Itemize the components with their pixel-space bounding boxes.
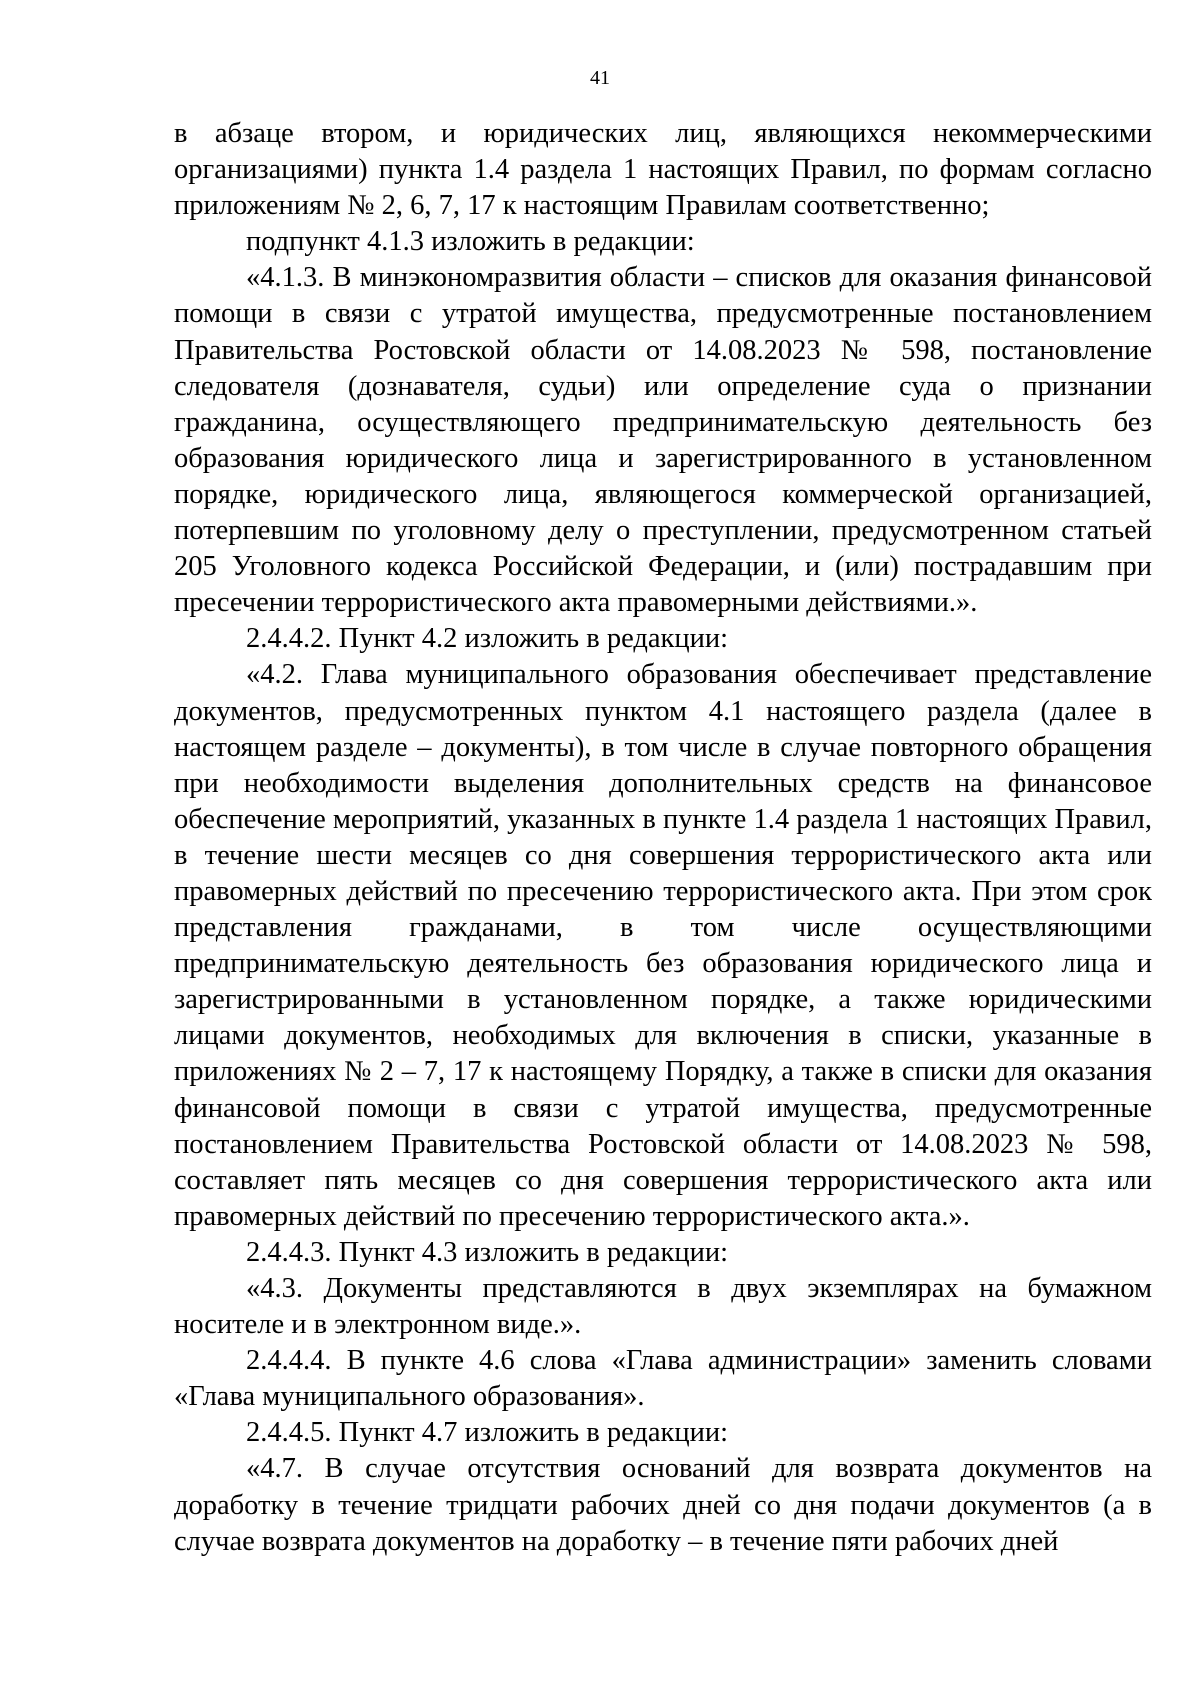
paragraph-subpoint-4-1-3: «4.1.3. В минэкономразвития области – списков для оказания финансовой помощи в связи с утратой имущества, предусмотренные постановлением Правительства Ростовской области от 14.08.2023 № 598, постановление следователя (дознавателя, судьи) или определение суда о признании гражданина, осуществляющего предпринимательскую деятельность без образования юридического лица и зарегистрированного в установленном порядке, юридического лица, являющегося коммерческой организацией, потерпевшим по уголовному делу о преступлении, предусмотренном статьей 205 Уголовного кодекса Российской Федерации, и (или) пострадавшим при пресечении террористического акта правомерными действиями.». — [174, 262, 1152, 619]
page-number: 41 — [590, 67, 610, 89]
paragraph-point-4-7: «4.7. В случае отсутствия оснований для возврата документов на доработку в течение тридцати рабочих дней со дня подачи документов (а в случае возврата документов на доработку – в течение пяти рабочих дней — [174, 1453, 1152, 1557]
paragraph-2-4-4-5: 2.4.4.5. Пункт 4.7 изложить в редакции: — [246, 1417, 729, 1449]
paragraph-point-4-3: «4.3. Документы представляются в двух экземплярах на бумажном носителе и в электронном виде.». — [174, 1273, 1152, 1341]
paragraph-2-4-4-4: 2.4.4.4. В пункте 4.6 слова «Глава администрации» заменить словами «Глава муниципального образования». — [174, 1345, 1152, 1413]
document-body — [174, 116, 1152, 1560]
paragraph-2-4-4-2: 2.4.4.2. Пункт 4.2 изложить в редакции: — [246, 623, 729, 655]
paragraph-continuation: в абзаце втором, и юридических лиц, являющихся некоммерческими организациями) пункта 1.4 раздела 1 настоящих Правил, по формам согласно приложениям № 2, 6, 7, 17 к настоящим Правилам соответственно; — [174, 118, 1152, 222]
paragraph-point-4-2: «4.2. Глава муниципального образования обеспечивает представление документов, предусмотренных пунктом 4.1 настоящего раздела (далее в настоящем разделе – документы), в том числе в случае повторного обращения при необходимости выделения дополнительных средств на финансовое обеспечение мероприятий, указанных в пункте 1.4 раздела 1 настоящих Правил, в течение шести месяцев со дня совершения террористического акта или правомерных действий по пресечению террористического акта. При этом срок представления гражданами, в том числе осуществляющими предпринимательскую деятельность без образования юридического лица и зарегистрированными в установленном порядке, а также юридическими лицами документов, необходимых для включения в списки, указанные в приложениях № 2 – 7, 17 к настоящему Порядку, а также в списки для оказания финансовой помощи в связи с утратой имущества, предусмотренные постановлением Правительства Ростовской области от 14.08.2023 № 598, составляет пять месяцев со дня совершения террористического акта или правомерных действий по пресечению террористического акта.». — [174, 659, 1152, 1232]
paragraph-subpoint-4-1-3-intro: подпункт 4.1.3 изложить в редакции: — [246, 226, 695, 258]
paragraph-2-4-4-3: 2.4.4.3. Пункт 4.3 изложить в редакции: — [246, 1236, 729, 1268]
